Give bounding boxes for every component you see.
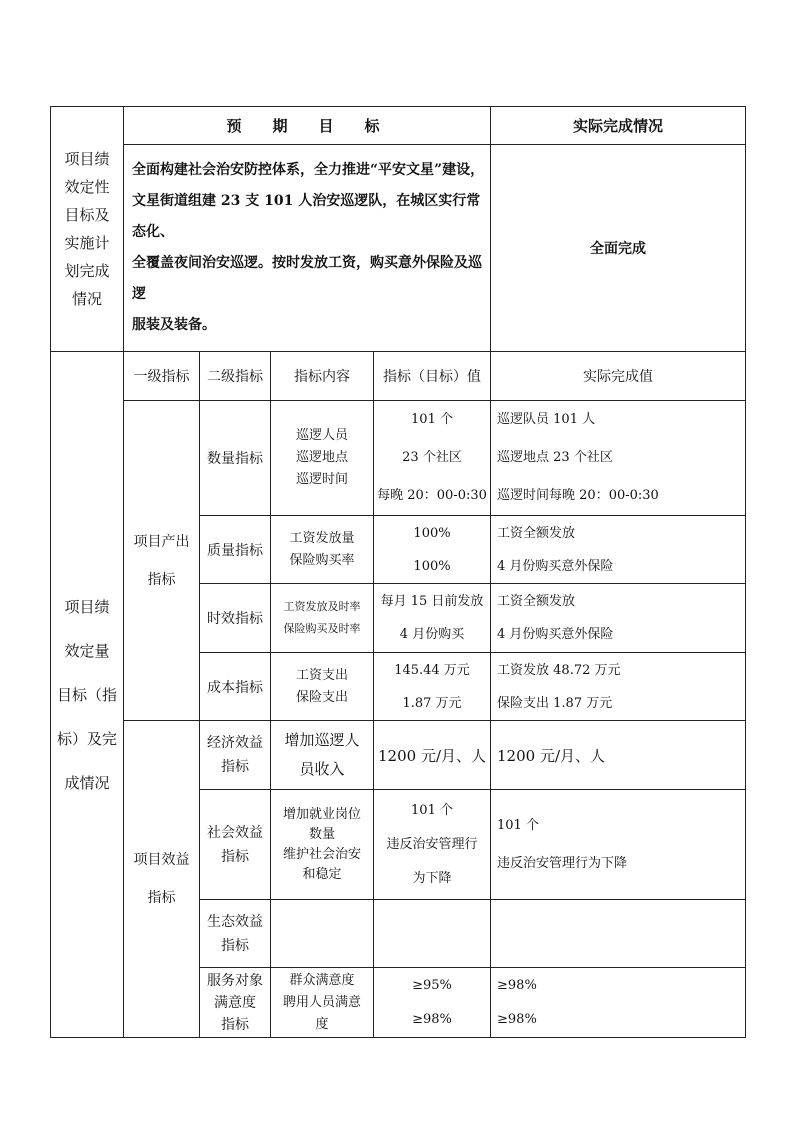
social-indicator: 社会效益 指标 bbox=[200, 790, 271, 900]
col-target: 指标（目标）值 bbox=[374, 352, 491, 401]
section1-content-row bbox=[51, 145, 746, 352]
col-level2: 二级指标 bbox=[200, 352, 271, 401]
quality-indicator: 质量指标 bbox=[200, 516, 271, 584]
quantity-target: 101 个 23 个社区 每晚 20：00-0:30 bbox=[374, 401, 491, 516]
economic-actual: 1200 元/月、人 bbox=[491, 721, 746, 790]
quality-actual: 工资全额发放 4 月份购买意外保险 bbox=[491, 516, 746, 584]
cost-content: 工资支出 保险支出 bbox=[271, 653, 374, 721]
economic-target: 1200 元/月、人 bbox=[374, 721, 491, 790]
quantity-actual: 巡逻队员 101 人 巡逻地点 23 个社区 巡逻时间每晚 20：00-0:30 bbox=[491, 401, 746, 516]
col-level1: 一级指标 bbox=[124, 352, 200, 401]
satisfaction-actual: ≥98% ≥98% bbox=[491, 968, 746, 1038]
cost-target: 145.44 万元 1.87 万元 bbox=[374, 653, 491, 721]
satisfaction-target: ≥95% ≥98% bbox=[374, 968, 491, 1038]
timeliness-actual: 工资全额发放 4 月份购买意外保险 bbox=[491, 584, 746, 653]
cost-indicator: 成本指标 bbox=[200, 653, 271, 721]
satisfaction-content: 群众满意度 聘用人员满意 度 bbox=[271, 968, 374, 1038]
section1-label: 项目绩 效定性 目标及 实施计 划完成 情况 bbox=[51, 107, 124, 352]
ecological-content bbox=[271, 900, 374, 968]
section1-header-row bbox=[51, 107, 746, 145]
quality-content: 工资发放量 保险购买率 bbox=[271, 516, 374, 584]
timeliness-content: 工资发放及时率 保险购买及时率 bbox=[271, 584, 374, 653]
timeliness-indicator: 时效指标 bbox=[200, 584, 271, 653]
section2-label: 项目绩 效定量 目标（指 标）及完 成情况 bbox=[51, 352, 124, 1038]
plan-description: 全面构建社会治安防控体系，全力推进“平安文星”建设， 文星街道组建 23 支 101 人治安巡逻队，在城区实行常态化、 全覆盖夜间治安巡逻。按时发放工资，购买意外保险及巡逻 服装及装备。 bbox=[124, 145, 491, 352]
table-row bbox=[51, 721, 746, 790]
col-content: 指标内容 bbox=[271, 352, 374, 401]
output-group-label: 项目产出 指标 bbox=[124, 401, 200, 721]
satisfaction-indicator: 服务对象 满意度 指标 bbox=[200, 968, 271, 1038]
quality-target: 100% 100% bbox=[374, 516, 491, 584]
ecological-indicator: 生态效益 指标 bbox=[200, 900, 271, 968]
social-target: 101 个 违反治安管理行 为下降 bbox=[374, 790, 491, 900]
actual-completion-header: 实际完成情况 bbox=[491, 107, 746, 145]
col-actual: 实际完成值 bbox=[491, 352, 746, 401]
social-content: 增加就业岗位 数量 维护社会治安 和稳定 bbox=[271, 790, 374, 900]
economic-content: 增加巡逻人 员收入 bbox=[271, 721, 374, 790]
actual-status: 全面完成 bbox=[491, 145, 746, 352]
ecological-actual bbox=[491, 900, 746, 968]
timeliness-target: 每月 15 日前发放 4 月份购买 bbox=[374, 584, 491, 653]
performance-table bbox=[50, 106, 746, 1038]
quantity-content: 巡逻人员 巡逻地点 巡逻时间 bbox=[271, 401, 374, 516]
quantity-indicator: 数量指标 bbox=[200, 401, 271, 516]
cost-actual: 工资发放 48.72 万元 保险支出 1.87 万元 bbox=[491, 653, 746, 721]
table-row bbox=[51, 401, 746, 516]
expected-goals-header: 预 期 目 标 bbox=[124, 107, 491, 145]
benefit-group-label: 项目效益 指标 bbox=[124, 721, 200, 1038]
ecological-target bbox=[374, 900, 491, 968]
section2-column-header-row bbox=[51, 352, 746, 401]
economic-indicator: 经济效益 指标 bbox=[200, 721, 271, 790]
social-actual: 101 个 违反治安管理行为下降 bbox=[491, 790, 746, 900]
